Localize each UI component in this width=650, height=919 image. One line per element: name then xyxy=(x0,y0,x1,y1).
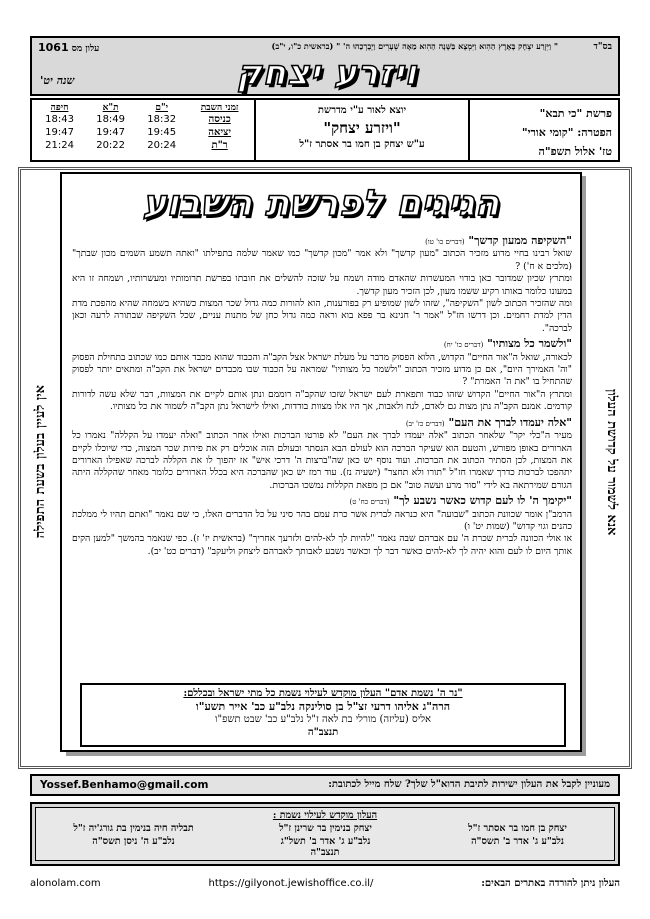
publisher-box xyxy=(254,100,468,160)
dedication-column xyxy=(233,822,418,848)
paragraph: ומתרץ שכיון שמדובר כאן בודוי המעשרות שהאדם מודה ושמח על שזכה להשלים את חובתו בפרשת תרומותיו ומעשרותיו, ושמחה זו היא במעונו כלומר באותו רקיע ששמו מעון, לכן הזכיר מעון קדשך. xyxy=(72,273,572,297)
footer-link-alonolam[interactable]: alonolam.com xyxy=(30,878,101,889)
paragraph: לכאורה, שואל ה"אור החיים" הקדוש, הלוא הפסוק מדבר על מעלת ישראל אצל הקב"ה והכבוד שהוא מכבד אותם כמו שכתוב בתחילת הפסוק "וה' האמירך היום", אם כן מדוע מזכיר הכתוב "ולשמר כל מצותיו" שמראה על הכבוד שבו מכבדים ישראל את הקב"ה ומתאים יותר לפסוק שהתחיל בו "את ה' האמרת" ? xyxy=(72,351,572,388)
times-row-exit xyxy=(34,126,252,139)
footer-download-note: העלון ניתן להורדה באתרים הבאים: xyxy=(481,878,620,889)
memorial-closing: תנצב"ה xyxy=(307,727,339,738)
side-banner-right-text: אנא לשמור על קדושת העלון xyxy=(604,388,619,536)
times-header-label: זמני השבת xyxy=(200,103,239,113)
side-banner-left xyxy=(26,172,56,752)
info-row xyxy=(30,98,620,162)
memorial-name: הרה"ג אליהו דרעי זצ"ל בן סולינקה נלב"ע כב' אייר תשע"ו xyxy=(195,700,451,713)
side-banner-left-text: אין לעיין בעלון בשעת התפילה xyxy=(33,385,48,539)
section-heading xyxy=(72,338,572,351)
subscribe-text: מעוניין לקבל את העלון ישירות לתיבת הדוא"ל שלך? שלח מייל לכתובת: xyxy=(328,779,610,790)
issue-label: עלון מס xyxy=(71,44,100,54)
subscribe-bar xyxy=(30,774,620,796)
article xyxy=(72,232,572,558)
section-source: (דברים כז' יב) xyxy=(405,419,445,428)
section-heading-text: "השקיפה ממעון קדשך" xyxy=(468,234,572,247)
paragraph: ומה שהזכיר הכתוב לשון "השקיפה", שזהו לשון שמופיע רק בפורענות, הוא להורות כמה גדול שכר המצות כשהיא בשמחה שהיא מהפכת מדת הדין למדת רחמים. וכן דרשו חז"ל "אמר ר' חנינא בר פפא בוא וראה כמה גדול כחן של מתנות עניים, שכל השקיפה שבתורה לרעה וכאן לברכה". xyxy=(72,298,572,334)
section-heading xyxy=(72,417,572,430)
dedication-date: נלב"ע ה' ניסן תשס"ה xyxy=(92,836,175,847)
footer xyxy=(30,878,620,894)
times-row-label: ר"ת xyxy=(211,140,228,151)
section-heading-text: "יקימך ה' לו לעם קדוש כאשר נשבע לך" xyxy=(393,494,572,508)
dedication-date: נלב"ע ג' אדר ב' תשס"ה xyxy=(471,836,564,847)
dedication-heading: העלון מוקדש לעילוי נשמת : xyxy=(272,810,378,821)
newsletter-logo: ויזרע יצחק xyxy=(236,53,418,93)
dedication-box xyxy=(30,802,620,866)
dedication-date: נלב"ע ג' אדר ב' תשל"ג xyxy=(280,836,371,847)
section-source: (דברים כו' יח) xyxy=(443,341,484,350)
parasha-box xyxy=(468,100,618,160)
times-header-row xyxy=(34,102,252,113)
dedication-column xyxy=(41,822,226,848)
side-banner-right xyxy=(596,172,626,752)
parasha-name: פרשת "כי תבא" xyxy=(539,107,612,120)
haftara-name: הפטרה: "קומי אורי" xyxy=(521,126,612,139)
email-link[interactable]: Yossef.Benhamo@gmail.com xyxy=(40,779,209,791)
section-heading-text: "אלה יעמדו לברך את העם" xyxy=(448,415,572,429)
times-row-label: כניסה xyxy=(208,114,231,125)
main-title: הגיגים לפרשת השבוע xyxy=(142,183,500,224)
section-source: (דברים כח' ט) xyxy=(349,498,390,507)
paragraph: ומתרץ ה"אור החיים" הקדוש שזהו כבוד ותפארת לעם ישראל שזכו שהקב"ה רוממם ונתן אותם לקיים את המצוות, דבר שלא עשה לדורות קודמים. אמנם הקב"ה נתן מצות גם לאדם, לנח ולאבות, אך היו אלו מצוות בודדות, ואילו לישראל נתן הקב"ה לשמור את כל מצותיו. xyxy=(72,388,572,413)
time-cell: 18:32 xyxy=(147,114,177,125)
paragraph: מעיר ה"כלי יקר" שלאחר הכתוב "אלה יעמדו לברך את העם" לא פורטו הברכות ואילו אחר הכתוב "ואלה יעמדו על הקללה" נאמרו כל הארורים באופן מפורש, והטעם הוא שעיקר הברכה הוא לעולם הבא הנסתר ובעולם הזה אוכלים רק את פירות שכר המצוה, כדי שיוכלו לקיים את המצות, לכן הסתיר הכתוב את הברכות. ועוד נוסף יש כאן שה"ברצות ה' דרכי איש" אז יהפוך לו את הקללה לברכה שאפילו הארורים יתהפכו לברכות כדרך שאמרו חז"ל "תורו ולא תחצר" (ישעיה נז). עוד רמז יש כאן שהברכה היא בכלל הארורים כלומר מאחר שהקללה היתה הגורם שמירתאה בא לידי "סור מרע ועשה טוב" אם כן מפאת הקללות נמשכו הברכות. xyxy=(72,430,572,491)
hebrew-date: טז' אלול תשפ"ה xyxy=(538,145,612,158)
dedication-name: יצחק בן חמו בר אסתר ז"ל xyxy=(468,823,567,834)
dedication-column xyxy=(425,822,610,848)
dedication-name: תבליה חיה בנימין בת גורג'יה ז"ל xyxy=(73,823,194,834)
time-cell: 21:24 xyxy=(45,140,74,151)
dedication-name: יצחק בנימין בר שרינן ז"ל xyxy=(279,823,372,834)
shabbat-times-table xyxy=(34,102,252,152)
dedication-closing: תנצב"ה xyxy=(310,847,340,858)
section-heading xyxy=(72,495,572,508)
time-cell: 18:49 xyxy=(96,114,126,125)
memorial-box xyxy=(80,683,566,747)
shabbat-times xyxy=(32,100,254,160)
time-cell: 19:47 xyxy=(96,127,126,138)
paragraph: או אולי הכוונה לברית שכרת ה' עם אברהם שבה נאמר "להיות לך לא-להים ולזרעך אחריך" (בראשית יז' ז). כפי שנאמר בהמשך "למען הקים אותך היום לו לעם והוא יהיה לך לא-להים כאשר דבר לך וכאשר נשבע לאבותך לאברהם ליצחק וליעקב" (דברים כט' יב). xyxy=(72,533,572,557)
memorial-intro: "נר ה' נשמת אדם" העלון מוקדש לעילוי נשמת כל מתי ישראל ובכללם: xyxy=(183,688,463,699)
times-row-entry xyxy=(34,113,252,126)
masthead xyxy=(30,36,620,96)
time-cell: 20:22 xyxy=(96,140,126,151)
publisher-dedication: ע"ש יצחק בן חמו בר אסתר ז"ל xyxy=(299,139,425,150)
time-cell: 20:24 xyxy=(147,140,177,151)
city-haifa: חיפה xyxy=(50,103,69,113)
issue-number xyxy=(38,41,99,54)
section-heading-text: "ולשמר כל מצותיו" xyxy=(487,337,572,351)
paragraph: שואל רבינו בחיי מדוע מזכיר הכתוב "מעון קדשך" ולא אמר "מכון קדשך" כמו שאמר שלמה בתפילתו "ואתה תשמע השמים מכון שבתך" (מלכים א ח') ? xyxy=(72,248,572,272)
memorial-name: אליס (עליזה) מורלי בת לאה ז"ל נלב"ע כב' שבט תשפ"ו xyxy=(215,714,431,725)
year-label: שנה יט' xyxy=(40,74,75,87)
masthead-verse: " וַיִּזְרַע יִצְחָק בָּאָרֶץ הַהִוא וַיִּמְצָא בַּשָּׁנָה הַהִוא מֵאָה שְׁעָרִים וַיְבָרְכֵהוּ ה' " (בראשית כ"ו, י"ב) xyxy=(271,41,558,51)
city-jerusalem: י"ם xyxy=(155,103,169,113)
issue-value: 1061 xyxy=(38,41,69,54)
time-cell: 19:47 xyxy=(45,127,74,138)
paragraph: הרמב"ן אומר שכוונת הכתוב "שבועה" היא כנראה לברית אשר כרת עמם בהר סיני על כל הדברים האלו, כי שם נאמר "ואתם תהיו לי ממלכת כהנים וגוי קדוש" (שמות יט' ו) xyxy=(72,508,572,532)
bsd-mark: בס"ד xyxy=(593,42,612,52)
publisher-name: "ויזרע יצחק" xyxy=(323,119,401,137)
times-row-rabbeinu-tam xyxy=(34,139,252,152)
time-cell: 18:43 xyxy=(45,114,74,125)
section-heading xyxy=(72,235,572,248)
city-tel-aviv: ת"א xyxy=(102,103,119,113)
footer-link-gilyonot[interactable]: https://gilyonot.jewishoffice.co.il/ xyxy=(208,878,374,889)
time-cell: 19:45 xyxy=(147,127,177,138)
times-row-label: יציאה xyxy=(208,127,231,138)
dedication-inner xyxy=(35,807,615,861)
section-source: (דברים כו' טו) xyxy=(425,238,465,246)
publisher-line: יוצא לאור ע"י מדרשת xyxy=(317,105,407,116)
